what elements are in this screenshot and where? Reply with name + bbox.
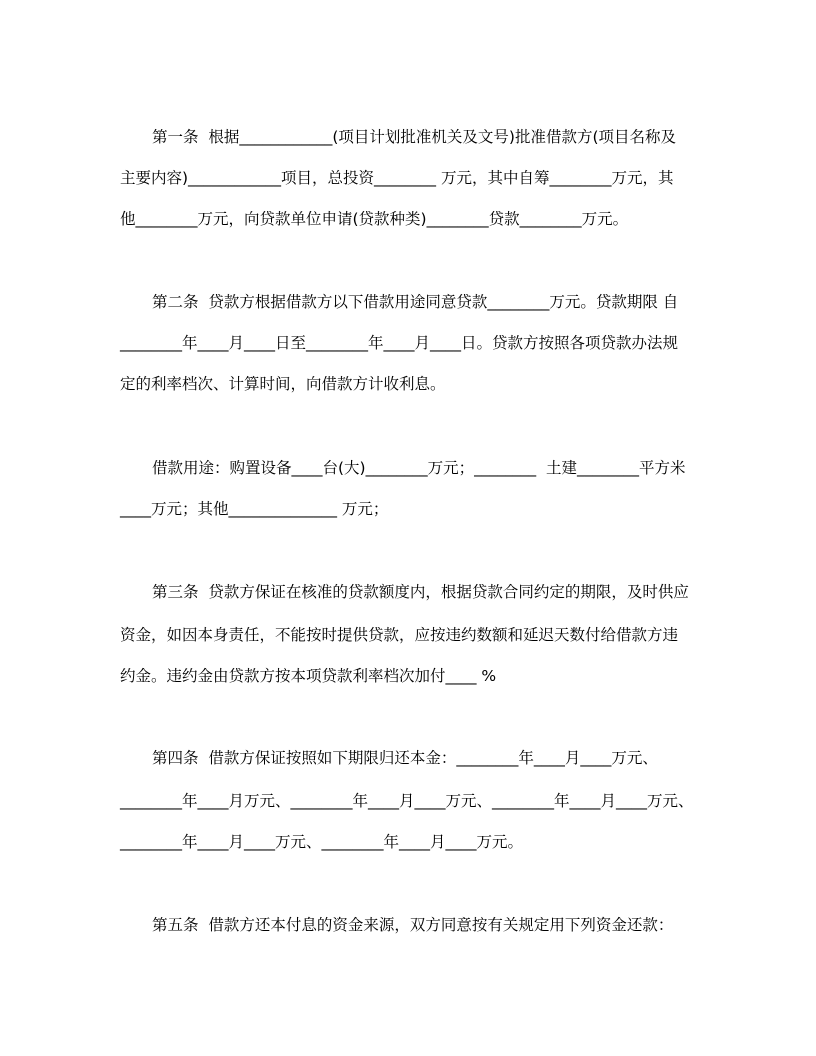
text-line: 约金。违约金由贷款方按本项贷款利率档次加付____ % <box>120 667 497 685</box>
article-3-line-1 <box>0 547 816 601</box>
article-5-line-1 <box>0 880 816 934</box>
article-1-line-2 <box>0 133 816 187</box>
text-line: 第五条 借款方还本付息的资金来源，双方同意按有关规定用下列资金还款： <box>152 916 674 934</box>
article-4-line-1 <box>0 713 816 767</box>
article-1-line-1 <box>0 92 816 146</box>
text-line: 主要内容)____________项目，总投资________ 万元，其中自筹________万元，其 <box>120 169 674 187</box>
text-line: ________年____月____日至________年____月____日。贷款方按照各项贷款办法规 <box>120 334 679 352</box>
text-line: ________年____月____万元、________年____月____万元。 <box>120 833 524 851</box>
text-line: ____万元；其他______________ 万元； <box>120 500 389 518</box>
article-2-line-2 <box>0 298 816 352</box>
article-4-line-2 <box>0 756 816 810</box>
article-3-line-2 <box>0 590 816 644</box>
text-line: 第四条 借款方保证按照如下期限归还本金：________年____月____万元、 <box>152 749 658 767</box>
article-2-line-1 <box>0 257 816 311</box>
text-line: 第二条 贷款方根据借款方以下借款用途同意贷款________万元。贷款期限 自 <box>152 293 679 311</box>
article-1-line-3 <box>0 174 816 228</box>
text-line: ________年____月万元、________年____月____万元、________年____月____万元、 <box>120 792 694 810</box>
loan-purpose-line-2 <box>0 464 816 518</box>
text-line: 第一条 根据____________(项目计划批准机关及文号)批准借款方(项目名称及 <box>152 128 676 146</box>
text-line: 他________万元，向贷款单位申请(贷款种类)________贷款________万元。 <box>120 210 629 228</box>
text-line: 第三条 贷款方保证在核准的贷款额度内，根据贷款合同约定的期限，及时供应 <box>152 583 689 601</box>
loan-purpose-line-1 <box>0 423 816 477</box>
article-3-line-3 <box>0 631 816 685</box>
text-line: 借款用途：购置设备____台(大)________万元；________ 土建________平方米 <box>152 459 686 477</box>
text-line: 资金，如因本身责任，不能按时提供贷款，应按违约数额和延迟天数付给借款方违 <box>120 626 679 644</box>
article-4-line-3 <box>0 797 816 851</box>
article-2-line-3 <box>0 339 816 393</box>
text-line: 定的利率档次、计算时间，向借款方计收利息。 <box>120 375 446 393</box>
